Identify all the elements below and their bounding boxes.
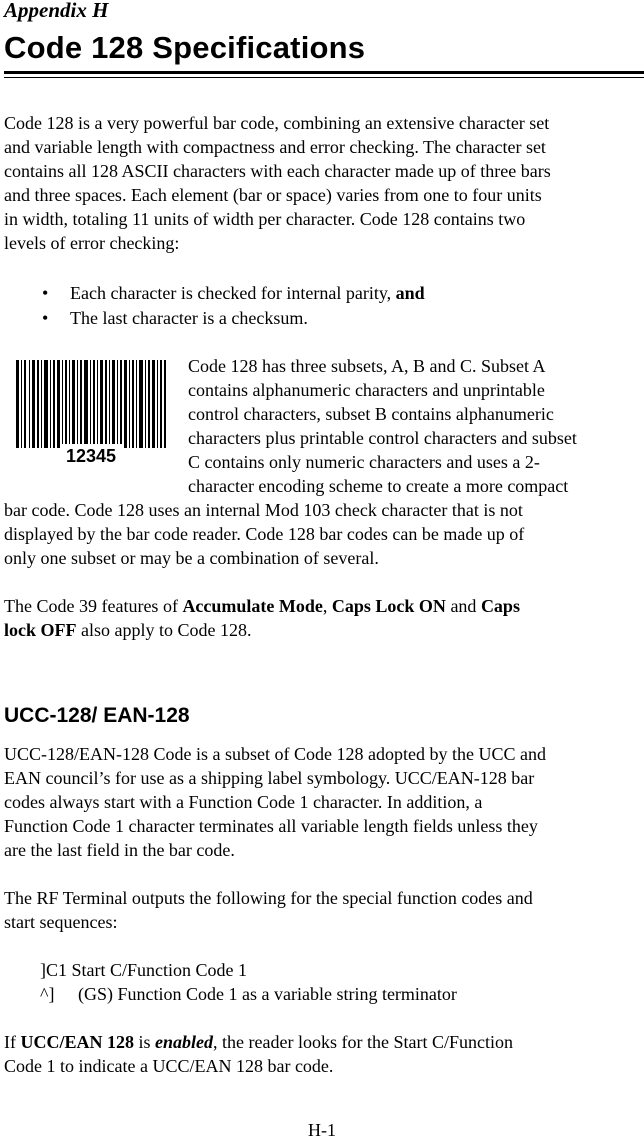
bullet-item-checksum [42, 306, 308, 330]
intro-line: levels of error checking: [4, 233, 180, 253]
ucc-line: codes always start with a Function Code 1 character. In addition, a [4, 792, 483, 812]
features-text: and [445, 596, 481, 616]
code-row-start-c [40, 958, 247, 982]
bullet-icon: • [42, 283, 49, 303]
rf-paragraph [4, 886, 644, 934]
subset-paragraph-full [4, 498, 644, 570]
subset-line: displayed by the bar code reader. Code 128 bar codes can be made up of [4, 524, 525, 544]
barcode-bars [16, 360, 166, 448]
title-rule-thick [4, 71, 644, 74]
enabled-paragraph [4, 1030, 644, 1078]
intro-line: in width, totaling 11 units of width per character. Code 128 contains two [4, 209, 526, 229]
features-line [4, 594, 644, 618]
caps-term: Caps [480, 596, 520, 616]
enabled-text: , the reader looks for the Start C/Function [213, 1032, 513, 1052]
subset-line: Code 128 has three subsets, A, B and C. Subset A [188, 356, 546, 376]
bullet-icon: • [42, 308, 49, 328]
features-line [4, 618, 644, 642]
code-description: (GS) Function Code 1 as a variable string terminator [78, 984, 457, 1004]
ucc-line: EAN council’s for use as a shipping label symbology. UCC/EAN-128 bar [4, 768, 535, 788]
subset-line: character encoding scheme to create a more compact [188, 476, 569, 496]
subset-line: contains alphanumeric characters and unprintable [188, 380, 545, 400]
code-sequence: ]C1 [40, 960, 67, 980]
features-paragraph [4, 594, 644, 642]
barcode-caption: 12345 [65, 446, 117, 466]
appendix-label: Appendix H [4, 0, 109, 22]
subset-line: bar code. Code 128 uses an internal Mod 103 check character that is not [4, 500, 523, 520]
enabled-line [4, 1030, 644, 1054]
subset-line: characters plus printable control characters and subset [188, 428, 577, 448]
features-text: also apply to Code 128. [76, 620, 252, 640]
intro-paragraph [4, 111, 644, 255]
bullet-text: Each character is checked for internal parity, [70, 283, 396, 303]
barcode-image [14, 358, 168, 466]
enabled-text: If [4, 1032, 21, 1052]
bullet-item-parity [42, 281, 425, 305]
ucc-line: are the last field in the bar code. [4, 840, 235, 860]
code-sequence: ^] [40, 984, 55, 1004]
ucc-ean-term: UCC/EAN 128 [20, 1032, 135, 1052]
features-text: , [322, 596, 332, 616]
bullet-bold-text: and [395, 283, 425, 303]
subset-paragraph-side [188, 354, 644, 498]
intro-line: and variable length with compactness and error checking. The character set [4, 137, 546, 157]
lock-off-term: lock OFF [4, 620, 77, 640]
bullet-text: The last character is a checksum. [70, 308, 308, 328]
page-title: Code 128 Specifications [4, 30, 366, 65]
code-description: Start C/Function Code 1 [71, 960, 247, 980]
subset-line: only one subset or may be a combination of several. [4, 548, 379, 568]
page-number: H-1 [308, 1120, 336, 1140]
ucc-line: Function Code 1 character terminates all variable length fields unless they [4, 816, 538, 836]
ucc-line: UCC-128/EAN-128 Code is a subset of Code 128 adopted by the UCC and [4, 744, 546, 764]
caps-lock-on-term: Caps Lock ON [331, 596, 446, 616]
rf-line: The RF Terminal outputs the following for the special function codes and [4, 888, 533, 908]
enabled-line: Code 1 to indicate a UCC/EAN 128 bar code. [4, 1056, 334, 1076]
section-heading-ucc-ean: UCC-128/ EAN-128 [4, 704, 190, 727]
code-row-gs [40, 982, 457, 1006]
features-text: The Code 39 features of [4, 596, 183, 616]
enabled-term: enabled [155, 1032, 214, 1052]
accumulate-mode-term: Accumulate Mode [182, 596, 323, 616]
rf-line: start sequences: [4, 912, 118, 932]
subset-line: control characters, subset B contains alphanumeric [188, 404, 554, 424]
intro-line: and three spaces. Each element (bar or space) varies from one to four units [4, 185, 542, 205]
intro-line: contains all 128 ASCII characters with each character made up of three bars [4, 161, 551, 181]
enabled-text: is [134, 1032, 156, 1052]
ucc-paragraph [4, 742, 644, 862]
intro-line: Code 128 is a very powerful bar code, combining an extensive character set [4, 113, 550, 133]
title-rule-thin [4, 77, 644, 78]
subset-line: C contains only numeric characters and uses a 2- [188, 452, 540, 472]
